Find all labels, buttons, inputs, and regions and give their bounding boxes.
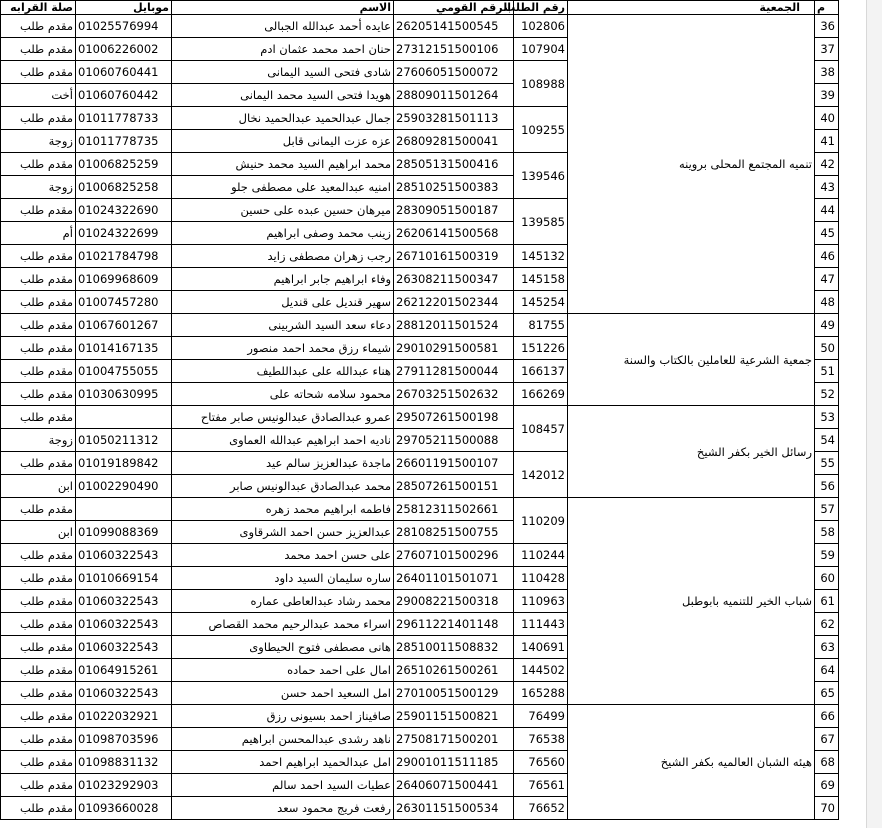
cell-relation[interactable]: مقدم طلب [1, 38, 76, 61]
cell-mobile[interactable]: 01093660028 [76, 797, 172, 820]
cell-name[interactable]: زينب محمد وصفى ابراهيم [172, 222, 394, 245]
cell-national-id[interactable]: 29001011511185 [394, 751, 514, 774]
cell-relation[interactable]: مقدم طلب [1, 314, 76, 337]
cell-national-id[interactable]: 29507261500198 [394, 406, 514, 429]
cell-national-id[interactable]: 25812311502661 [394, 498, 514, 521]
cell-request-number[interactable]: 145132 [514, 245, 568, 268]
cell-association[interactable]: رسائل الخير بكفر الشيخ [568, 406, 815, 498]
cell-relation[interactable]: مقدم طلب [1, 498, 76, 521]
cell-relation[interactable]: ابن [1, 521, 76, 544]
cell-relation[interactable]: أم [1, 222, 76, 245]
cell-relation[interactable]: مقدم طلب [1, 107, 76, 130]
cell-name[interactable]: امال على احمد حماده [172, 659, 394, 682]
cell-row-number[interactable]: 66 [815, 705, 839, 728]
cell-association[interactable]: جمعية الشرعية للعاملين بالكتاب والسنة [568, 314, 815, 406]
cell-request-number[interactable]: 107904 [514, 38, 568, 61]
cell-row-number[interactable]: 58 [815, 521, 839, 544]
cell-national-id[interactable]: 26601191500107 [394, 452, 514, 475]
cell-row-number[interactable]: 39 [815, 84, 839, 107]
cell-row-number[interactable]: 45 [815, 222, 839, 245]
cell-request-number[interactable]: 76538 [514, 728, 568, 751]
cell-mobile[interactable]: 01010669154 [76, 567, 172, 590]
cell-national-id[interactable]: 26301151500534 [394, 797, 514, 820]
header-row-number[interactable]: م [815, 1, 839, 15]
cell-name[interactable]: اسراء محمد عبدالرحيم محمد القصاص [172, 613, 394, 636]
cell-association[interactable]: شباب الخير للتنميه بابوطبل [568, 498, 815, 705]
cell-relation[interactable]: مقدم طلب [1, 659, 76, 682]
cell-row-number[interactable]: 44 [815, 199, 839, 222]
cell-national-id[interactable]: 25901151500821 [394, 705, 514, 728]
cell-national-id[interactable]: 28510251500383 [394, 176, 514, 199]
cell-mobile[interactable]: 01098831132 [76, 751, 172, 774]
cell-name[interactable]: صافيناز احمد بسيونى رزق [172, 705, 394, 728]
scrollbar-thumb[interactable] [869, 2, 879, 822]
cell-relation[interactable]: زوجة [1, 176, 76, 199]
cell-relation[interactable]: مقدم طلب [1, 383, 76, 406]
cell-mobile[interactable]: 01030630995 [76, 383, 172, 406]
cell-mobile[interactable]: 01011778733 [76, 107, 172, 130]
cell-mobile[interactable]: 01060322543 [76, 590, 172, 613]
cell-request-number[interactable]: 76560 [514, 751, 568, 774]
cell-row-number[interactable]: 65 [815, 682, 839, 705]
cell-row-number[interactable]: 59 [815, 544, 839, 567]
cell-national-id[interactable]: 26206141500568 [394, 222, 514, 245]
cell-relation[interactable]: أخت [1, 84, 76, 107]
cell-mobile[interactable]: 01006825259 [76, 153, 172, 176]
cell-mobile[interactable]: 01099088369 [76, 521, 172, 544]
cell-request-number[interactable]: 111443 [514, 613, 568, 636]
cell-name[interactable]: على حسن احمد محمد [172, 544, 394, 567]
cell-relation[interactable]: مقدم طلب [1, 360, 76, 383]
cell-national-id[interactable]: 26510261500261 [394, 659, 514, 682]
cell-national-id[interactable]: 27508171500201 [394, 728, 514, 751]
cell-mobile[interactable]: 01011778735 [76, 130, 172, 153]
cell-name[interactable]: محمد رشاد عبدالعاطى عماره [172, 590, 394, 613]
cell-national-id[interactable]: 25903281501113 [394, 107, 514, 130]
table-body [1, 15, 839, 820]
cell-relation[interactable]: مقدم طلب [1, 245, 76, 268]
cell-relation[interactable]: مقدم طلب [1, 774, 76, 797]
header-mobile[interactable]: موبايل [76, 1, 172, 15]
cell-national-id[interactable]: 27911281500044 [394, 360, 514, 383]
cell-relation[interactable]: ابن [1, 475, 76, 498]
cell-name[interactable]: جمال عبدالحميد عبدالحميد نخال [172, 107, 394, 130]
cell-national-id[interactable]: 26710161500319 [394, 245, 514, 268]
cell-relation[interactable]: مقدم طلب [1, 751, 76, 774]
cell-national-id[interactable]: 28309051500187 [394, 199, 514, 222]
cell-national-id[interactable]: 28809011501264 [394, 84, 514, 107]
cell-national-id[interactable]: 29611221401148 [394, 613, 514, 636]
cell-request-number[interactable]: 139585 [514, 199, 568, 245]
cell-relation[interactable]: مقدم طلب [1, 406, 76, 429]
cell-mobile[interactable]: 01006226002 [76, 38, 172, 61]
cell-mobile[interactable]: 01060760442 [76, 84, 172, 107]
cell-mobile[interactable]: 01060322543 [76, 613, 172, 636]
cell-name[interactable]: هانى مصطفى فتوح الحيطاوى [172, 636, 394, 659]
cell-mobile[interactable]: 01060322543 [76, 544, 172, 567]
cell-request-number[interactable]: 145254 [514, 291, 568, 314]
cell-relation[interactable]: مقدم طلب [1, 153, 76, 176]
cell-row-number[interactable]: 56 [815, 475, 839, 498]
cell-relation[interactable]: مقدم طلب [1, 613, 76, 636]
cell-relation[interactable]: مقدم طلب [1, 61, 76, 84]
cell-name[interactable]: شادى فتحى السيد اليمانى [172, 61, 394, 84]
cell-mobile[interactable] [76, 498, 172, 521]
cell-name[interactable]: شيماء رزق محمد احمد منصور [172, 337, 394, 360]
cell-request-number[interactable]: 139546 [514, 153, 568, 199]
cell-mobile[interactable]: 01021784798 [76, 245, 172, 268]
cell-row-number[interactable]: 42 [815, 153, 839, 176]
cell-row-number[interactable]: 38 [815, 61, 839, 84]
cell-row-number[interactable]: 55 [815, 452, 839, 475]
cell-mobile[interactable]: 01060322543 [76, 636, 172, 659]
cell-national-id[interactable]: 26308211500347 [394, 268, 514, 291]
cell-row-number[interactable]: 61 [815, 590, 839, 613]
cell-row-number[interactable]: 47 [815, 268, 839, 291]
cell-row-number[interactable]: 41 [815, 130, 839, 153]
cell-relation[interactable]: مقدم طلب [1, 797, 76, 820]
cell-name[interactable]: دعاء سعد السيد الشربينى [172, 314, 394, 337]
cell-relation[interactable]: مقدم طلب [1, 567, 76, 590]
cell-row-number[interactable]: 69 [815, 774, 839, 797]
cell-name[interactable]: وفاء ابراهيم جابر ابراهيم [172, 268, 394, 291]
cell-name[interactable]: امنيه عبدالمعيد على مصطفى جلو [172, 176, 394, 199]
table-row [1, 15, 839, 38]
cell-mobile[interactable]: 01060760441 [76, 61, 172, 84]
cell-mobile[interactable] [76, 406, 172, 429]
header-association[interactable]: الجمعية [568, 1, 815, 15]
cell-request-number[interactable]: 110209 [514, 498, 568, 544]
header-row [1, 1, 839, 15]
cell-row-number[interactable]: 49 [815, 314, 839, 337]
cell-request-number[interactable]: 165288 [514, 682, 568, 705]
cell-request-number[interactable]: 144502 [514, 659, 568, 682]
cell-name[interactable]: عمرو عبدالصادق عبدالونيس صابر مفتاح [172, 406, 394, 429]
cell-row-number[interactable]: 54 [815, 429, 839, 452]
cell-relation[interactable]: زوجة [1, 130, 76, 153]
cell-name[interactable]: ناديه احمد ابراهيم عبدالله العماوى [172, 429, 394, 452]
cell-national-id[interactable]: 28505131500416 [394, 153, 514, 176]
cell-mobile[interactable]: 01067601267 [76, 314, 172, 337]
cell-national-id[interactable]: 26212201502344 [394, 291, 514, 314]
cell-national-id[interactable]: 28108251500755 [394, 521, 514, 544]
cell-national-id[interactable]: 28507261500151 [394, 475, 514, 498]
cell-national-id[interactable]: 27312151500106 [394, 38, 514, 61]
header-relation[interactable]: صلة القرابه [1, 1, 76, 15]
cell-request-number[interactable]: 140691 [514, 636, 568, 659]
cell-relation[interactable]: مقدم طلب [1, 728, 76, 751]
cell-national-id[interactable]: 26401101501071 [394, 567, 514, 590]
cell-national-id[interactable]: 27607101500296 [394, 544, 514, 567]
cell-row-number[interactable]: 63 [815, 636, 839, 659]
cell-row-number[interactable]: 40 [815, 107, 839, 130]
cell-relation[interactable]: مقدم طلب [1, 590, 76, 613]
header-name[interactable]: الاسم [172, 1, 394, 15]
cell-name[interactable]: فاطمه ابراهيم محمد زهره [172, 498, 394, 521]
cell-name[interactable]: عزه عزت اليمانى قابل [172, 130, 394, 153]
cell-row-number[interactable]: 64 [815, 659, 839, 682]
cell-relation[interactable]: مقدم طلب [1, 705, 76, 728]
cell-request-number[interactable]: 76652 [514, 797, 568, 820]
cell-name[interactable]: ميرهان حسين عبده على حسين [172, 199, 394, 222]
cell-row-number[interactable]: 50 [815, 337, 839, 360]
cell-relation[interactable]: مقدم طلب [1, 636, 76, 659]
cell-request-number[interactable]: 76499 [514, 705, 568, 728]
cell-mobile[interactable]: 01060322543 [76, 682, 172, 705]
cell-mobile[interactable]: 01002290490 [76, 475, 172, 498]
cell-row-number[interactable]: 36 [815, 15, 839, 38]
cell-request-number[interactable]: 108457 [514, 406, 568, 452]
cell-relation[interactable]: مقدم طلب [1, 268, 76, 291]
cell-name[interactable]: عايده أحمد عبدالله الجبالى [172, 15, 394, 38]
cell-national-id[interactable]: 28812011501524 [394, 314, 514, 337]
cell-request-number[interactable]: 102806 [514, 15, 568, 38]
cell-national-id[interactable]: 27010051500129 [394, 682, 514, 705]
cell-name[interactable]: عطيات السيد احمد سالم [172, 774, 394, 797]
header-request-number[interactable]: رقم الطلب [514, 1, 568, 15]
table-row [1, 406, 839, 429]
cell-name[interactable]: ساره سليمان السيد داود [172, 567, 394, 590]
table-row [1, 314, 839, 337]
cell-name[interactable]: هويدا فتحى السيد محمد اليمانى [172, 84, 394, 107]
cell-row-number[interactable]: 62 [815, 613, 839, 636]
cell-relation[interactable]: مقدم طلب [1, 199, 76, 222]
cell-row-number[interactable]: 67 [815, 728, 839, 751]
cell-association[interactable]: هيئه الشبان العالميه بكفر الشيخ [568, 705, 815, 820]
cell-national-id[interactable]: 26406071500441 [394, 774, 514, 797]
cell-national-id[interactable]: 26703251502632 [394, 383, 514, 406]
cell-request-number[interactable]: 142012 [514, 452, 568, 498]
cell-request-number[interactable]: 166137 [514, 360, 568, 383]
cell-national-id[interactable]: 28510011508832 [394, 636, 514, 659]
cell-name[interactable]: ماجدة عبدالعزيز سالم عيد [172, 452, 394, 475]
cell-relation[interactable]: مقدم طلب [1, 337, 76, 360]
cell-request-number[interactable]: 151226 [514, 337, 568, 360]
vertical-scrollbar[interactable] [866, 0, 882, 828]
cell-association[interactable]: تنميه المجتمع المحلى بروينه [568, 15, 815, 314]
cell-name[interactable]: محمود سلامه شحاته على [172, 383, 394, 406]
cell-row-number[interactable]: 53 [815, 406, 839, 429]
cell-name[interactable]: حنان احمد محمد عثمان ادم [172, 38, 394, 61]
cell-mobile[interactable]: 01014167135 [76, 337, 172, 360]
header-national-id[interactable]: الرقم القومي [394, 1, 514, 15]
cell-mobile[interactable]: 01098703596 [76, 728, 172, 751]
cell-relation[interactable]: مقدم طلب [1, 682, 76, 705]
cell-row-number[interactable]: 43 [815, 176, 839, 199]
cell-request-number[interactable]: 166269 [514, 383, 568, 406]
cell-national-id[interactable]: 29010291500581 [394, 337, 514, 360]
cell-name[interactable]: محمد عبدالصادق عبدالونيس صابر [172, 475, 394, 498]
cell-relation[interactable]: زوجة [1, 429, 76, 452]
cell-request-number[interactable]: 81755 [514, 314, 568, 337]
cell-request-number[interactable]: 110963 [514, 590, 568, 613]
cell-national-id[interactable]: 29705211500088 [394, 429, 514, 452]
cell-mobile[interactable]: 01023292903 [76, 774, 172, 797]
cell-name[interactable]: رجب زهران مصطفى زايد [172, 245, 394, 268]
cell-name[interactable]: محمد ابراهيم السيد محمد حنيش [172, 153, 394, 176]
cell-name[interactable]: امل عبدالحميد ابراهيم احمد [172, 751, 394, 774]
cell-name[interactable]: سهير قنديل على قنديل [172, 291, 394, 314]
cell-row-number[interactable]: 57 [815, 498, 839, 521]
cell-row-number[interactable]: 52 [815, 383, 839, 406]
cell-relation[interactable]: مقدم طلب [1, 291, 76, 314]
cell-mobile[interactable]: 01006825258 [76, 176, 172, 199]
cell-name[interactable]: امل السعيد احمد حسن [172, 682, 394, 705]
cell-mobile[interactable]: 01050211312 [76, 429, 172, 452]
cell-row-number[interactable]: 68 [815, 751, 839, 774]
cell-name[interactable]: عبدالعزيز حسن احمد الشرقاوى [172, 521, 394, 544]
cell-mobile[interactable]: 01069968609 [76, 268, 172, 291]
table-row [1, 705, 839, 728]
cell-national-id[interactable]: 27606051500072 [394, 61, 514, 84]
cell-request-number[interactable]: 76561 [514, 774, 568, 797]
cell-row-number[interactable]: 46 [815, 245, 839, 268]
cell-mobile[interactable]: 01024322699 [76, 222, 172, 245]
cell-row-number[interactable]: 37 [815, 38, 839, 61]
table-row [1, 498, 839, 521]
cell-name[interactable]: هناء عبدالله على عبداللطيف [172, 360, 394, 383]
cell-mobile[interactable]: 01022032921 [76, 705, 172, 728]
cell-mobile[interactable]: 01024322690 [76, 199, 172, 222]
cell-mobile[interactable]: 01019189842 [76, 452, 172, 475]
cell-national-id[interactable]: 26205141500545 [394, 15, 514, 38]
cell-national-id[interactable]: 29008221500318 [394, 590, 514, 613]
cell-request-number[interactable]: 108988 [514, 61, 568, 107]
cell-row-number[interactable]: 51 [815, 360, 839, 383]
cell-request-number[interactable]: 110244 [514, 544, 568, 567]
cell-row-number[interactable]: 70 [815, 797, 839, 820]
cell-relation[interactable]: مقدم طلب [1, 544, 76, 567]
cell-relation[interactable]: مقدم طلب [1, 452, 76, 475]
cell-request-number[interactable]: 109255 [514, 107, 568, 153]
cell-mobile[interactable]: 01007457280 [76, 291, 172, 314]
cell-mobile[interactable]: 01025576994 [76, 15, 172, 38]
cell-name[interactable]: رفعت فريج محمود سعد [172, 797, 394, 820]
cell-national-id[interactable]: 26809281500041 [394, 130, 514, 153]
cell-row-number[interactable]: 48 [815, 291, 839, 314]
cell-row-number[interactable]: 60 [815, 567, 839, 590]
cell-request-number[interactable]: 145158 [514, 268, 568, 291]
cell-name[interactable]: ناهد رشدى عبدالمحسن ابراهيم [172, 728, 394, 751]
cell-mobile[interactable]: 01064915261 [76, 659, 172, 682]
cell-request-number[interactable]: 110428 [514, 567, 568, 590]
cell-mobile[interactable]: 01004755055 [76, 360, 172, 383]
cell-relation[interactable]: مقدم طلب [1, 15, 76, 38]
